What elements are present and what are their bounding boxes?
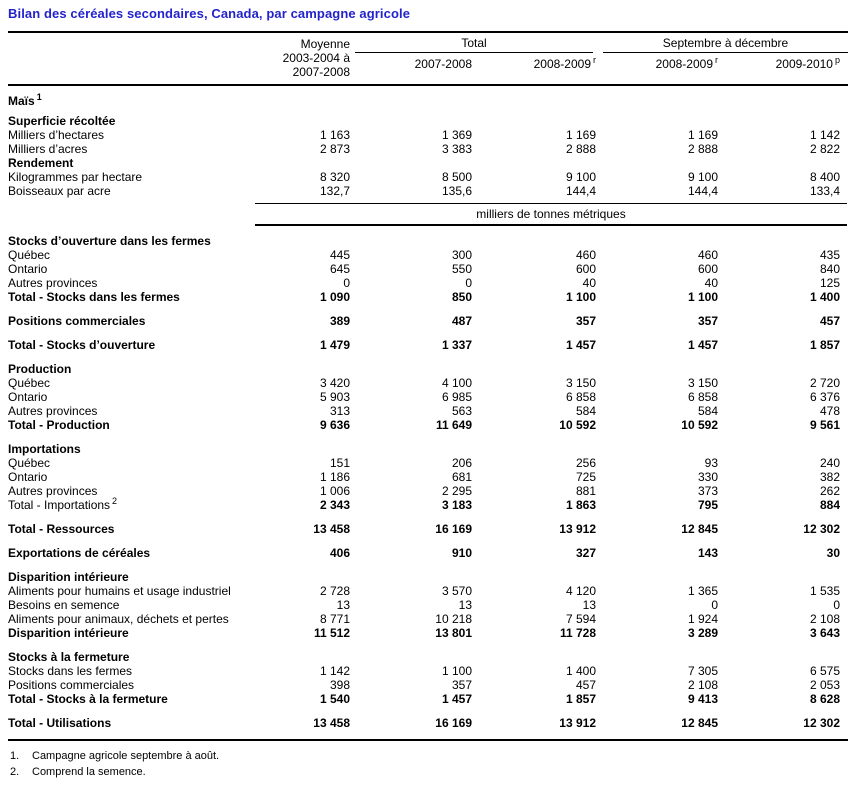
value-cell: 30 bbox=[826, 546, 840, 560]
value-cell: 13 458 bbox=[313, 716, 350, 730]
row-label: Rendement bbox=[8, 156, 74, 170]
value-cell: 0 bbox=[711, 598, 718, 612]
value-cell: 8 628 bbox=[809, 692, 840, 706]
value-cell: 313 bbox=[329, 404, 350, 418]
value-cell: 1 924 bbox=[687, 612, 718, 626]
table-row bbox=[8, 716, 848, 730]
value-cell: 457 bbox=[819, 314, 840, 328]
table-row bbox=[8, 234, 848, 248]
value-cell: 1 006 bbox=[319, 484, 350, 498]
table-header bbox=[8, 31, 848, 86]
table-row bbox=[8, 678, 848, 692]
table-row bbox=[8, 484, 848, 498]
value-cell: 478 bbox=[819, 404, 840, 418]
header-stub bbox=[8, 36, 220, 79]
table-row bbox=[8, 314, 848, 328]
value-cell: 4 100 bbox=[441, 376, 472, 390]
value-cell: 550 bbox=[451, 262, 472, 276]
table-row bbox=[8, 598, 848, 612]
value-cell: 2 888 bbox=[687, 142, 718, 156]
value-cell: 0 bbox=[465, 276, 472, 290]
value-cell: 1 863 bbox=[565, 498, 596, 512]
value-cell: 1 186 bbox=[319, 470, 350, 484]
table-row bbox=[8, 498, 848, 512]
value-cell: 6 376 bbox=[809, 390, 840, 404]
value-cell: 3 383 bbox=[441, 142, 472, 156]
value-cell: 584 bbox=[697, 404, 718, 418]
value-cell: 8 771 bbox=[319, 612, 350, 626]
units-label: milliers de tonnes métriques bbox=[255, 203, 847, 226]
table-row bbox=[8, 442, 848, 456]
table-row bbox=[8, 170, 848, 184]
value-cell: 382 bbox=[819, 470, 840, 484]
value-cell: 725 bbox=[575, 470, 596, 484]
value-cell: 645 bbox=[329, 262, 350, 276]
row-label: Aliments pour humains et usage industriel bbox=[8, 584, 231, 598]
value-cell: 300 bbox=[451, 248, 472, 262]
value-cell: 4 120 bbox=[565, 584, 596, 598]
value-cell: 11 512 bbox=[313, 626, 350, 640]
value-cell: 6 858 bbox=[687, 390, 718, 404]
value-cell: 357 bbox=[697, 314, 718, 328]
table-row bbox=[8, 376, 848, 390]
value-cell: 1 337 bbox=[441, 338, 472, 352]
value-cell: 13 bbox=[336, 598, 350, 612]
value-cell: 10 218 bbox=[435, 612, 472, 626]
value-cell: 681 bbox=[451, 470, 472, 484]
footnote-number: 2. bbox=[10, 766, 20, 778]
table-row bbox=[8, 664, 848, 678]
table-row bbox=[8, 546, 848, 560]
value-cell: 10 592 bbox=[559, 418, 596, 432]
value-cell: 600 bbox=[697, 262, 718, 276]
header-group-sept-dec bbox=[596, 36, 848, 79]
value-cell: 1 857 bbox=[809, 338, 840, 352]
table-row bbox=[8, 650, 848, 664]
value-cell: 327 bbox=[575, 546, 596, 560]
value-cell: 1 369 bbox=[441, 128, 472, 142]
value-cell: 1 457 bbox=[565, 338, 596, 352]
column-header-average bbox=[220, 36, 350, 79]
table-row bbox=[8, 404, 848, 418]
row-label: Ontario bbox=[8, 262, 48, 276]
value-cell: 330 bbox=[697, 470, 718, 484]
footnote-text: Comprend la semence. bbox=[32, 766, 146, 778]
table-row bbox=[8, 570, 848, 584]
row-label: Positions commerciales bbox=[8, 678, 135, 692]
row-label: Milliers d’hectares bbox=[8, 128, 105, 142]
value-cell: 256 bbox=[575, 456, 596, 470]
value-cell: 389 bbox=[329, 314, 350, 328]
value-cell: 13 801 bbox=[435, 626, 472, 640]
row-label: Kilogrammes par hectare bbox=[8, 170, 143, 184]
value-cell: 125 bbox=[819, 276, 840, 290]
table-row bbox=[8, 248, 848, 262]
value-cell: 12 845 bbox=[681, 716, 718, 730]
value-cell: 6 985 bbox=[441, 390, 472, 404]
value-cell: 2 108 bbox=[809, 612, 840, 626]
value-cell: 1 142 bbox=[319, 664, 350, 678]
value-cell: 40 bbox=[582, 276, 596, 290]
value-cell: 1 365 bbox=[687, 584, 718, 598]
average-line-1: Moyenne bbox=[300, 37, 350, 51]
page-title: Bilan des céréales secondaires, Canada, par campagne agricole bbox=[8, 6, 411, 21]
row-label: Besoins en semence bbox=[8, 598, 120, 612]
value-cell: 3 289 bbox=[687, 626, 718, 640]
row-label: Ontario bbox=[8, 390, 48, 404]
value-cell: 13 bbox=[458, 598, 472, 612]
row-label: Superficie récoltée bbox=[8, 114, 116, 128]
value-cell: 357 bbox=[451, 678, 472, 692]
revision-marker: r bbox=[715, 55, 718, 65]
value-cell: 1 169 bbox=[565, 128, 596, 142]
column-header-2007-2008: 2007-2008 bbox=[414, 57, 472, 71]
value-cell: 460 bbox=[697, 248, 718, 262]
row-label: Ontario bbox=[8, 470, 48, 484]
column-header-2008-2009-total: 2008-2009 $^r$ bbox=[533, 55, 596, 71]
value-cell: 16 169 bbox=[435, 522, 472, 536]
value-cell: 11 728 bbox=[559, 626, 596, 640]
value-cell: 8 400 bbox=[809, 170, 840, 184]
preliminary-marker: p bbox=[834, 55, 840, 65]
value-cell: 133,4 bbox=[809, 184, 840, 198]
footnote bbox=[8, 764, 857, 780]
value-cell: 144,4 bbox=[687, 184, 718, 198]
value-cell: 132,7 bbox=[319, 184, 350, 198]
value-cell: 93 bbox=[704, 456, 718, 470]
value-cell: 9 636 bbox=[319, 418, 350, 432]
row-label: Total - Stocks dans les fermes bbox=[8, 290, 180, 304]
value-cell: 13 912 bbox=[559, 716, 596, 730]
value-cell: 6 575 bbox=[809, 664, 840, 678]
row-label: Autres provinces bbox=[8, 276, 98, 290]
value-cell: 445 bbox=[329, 248, 350, 262]
value-cell: 9 100 bbox=[565, 170, 596, 184]
value-cell: 2 822 bbox=[809, 142, 840, 156]
value-cell: 1 540 bbox=[319, 692, 350, 706]
footnote-number: 1. bbox=[10, 750, 20, 762]
value-cell: 840 bbox=[819, 262, 840, 276]
value-cell: 1 169 bbox=[687, 128, 718, 142]
value-cell: 13 458 bbox=[313, 522, 350, 536]
value-cell: 435 bbox=[819, 248, 840, 262]
value-cell: 11 649 bbox=[435, 418, 472, 432]
value-cell: 13 912 bbox=[559, 522, 596, 536]
value-cell: 373 bbox=[697, 484, 718, 498]
value-cell: 2 728 bbox=[319, 584, 350, 598]
value-cell: 10 592 bbox=[681, 418, 718, 432]
table-row bbox=[8, 262, 848, 276]
value-cell: 795 bbox=[697, 498, 718, 512]
value-cell: 2 053 bbox=[809, 678, 840, 692]
table-row bbox=[8, 692, 848, 706]
value-cell: 3 570 bbox=[441, 584, 472, 598]
row-label: Total - Stocks à la fermeture bbox=[8, 692, 168, 706]
table-row bbox=[8, 418, 848, 432]
table-row bbox=[8, 362, 848, 376]
value-cell: 881 bbox=[575, 484, 596, 498]
value-cell: 1 479 bbox=[319, 338, 350, 352]
value-cell: 12 302 bbox=[803, 716, 840, 730]
row-label: Québec bbox=[8, 248, 51, 262]
value-cell: 135,6 bbox=[441, 184, 472, 198]
value-cell: 398 bbox=[329, 678, 350, 692]
value-cell: 3 643 bbox=[809, 626, 840, 640]
table-row bbox=[8, 338, 848, 352]
value-cell: 143 bbox=[697, 546, 718, 560]
value-cell: 1 400 bbox=[565, 664, 596, 678]
row-label: Québec bbox=[8, 456, 51, 470]
value-cell: 1 857 bbox=[565, 692, 596, 706]
value-cell: 1 100 bbox=[565, 290, 596, 304]
value-cell: 3 183 bbox=[441, 498, 472, 512]
value-cell: 1 457 bbox=[687, 338, 718, 352]
table-row bbox=[8, 184, 848, 198]
row-label: Importations bbox=[8, 442, 81, 456]
value-cell: 563 bbox=[451, 404, 472, 418]
value-cell: 600 bbox=[575, 262, 596, 276]
value-cell: 0 bbox=[343, 276, 350, 290]
value-cell: 16 169 bbox=[435, 716, 472, 730]
table-row bbox=[8, 94, 848, 108]
value-cell: 1 090 bbox=[319, 290, 350, 304]
table-row bbox=[8, 456, 848, 470]
table-row bbox=[8, 156, 848, 170]
row-label: Stocks à la fermeture bbox=[8, 650, 130, 664]
group-label-total: Total bbox=[355, 36, 593, 53]
value-cell: 7 305 bbox=[687, 664, 718, 678]
value-cell: 206 bbox=[451, 456, 472, 470]
row-label: Total - Utilisations bbox=[8, 716, 112, 730]
value-cell: 3 150 bbox=[565, 376, 596, 390]
column-header-2008-2009-septdec: 2008-2009 $^r$ bbox=[655, 55, 718, 71]
value-cell: 357 bbox=[575, 314, 596, 328]
value-cell: 406 bbox=[329, 546, 350, 560]
value-cell: 262 bbox=[819, 484, 840, 498]
average-line-3: 2007-2008 bbox=[292, 65, 350, 79]
row-label: Exportations de céréales bbox=[8, 546, 151, 560]
table-row bbox=[8, 290, 848, 304]
value-cell: 2 343 bbox=[319, 498, 350, 512]
value-cell: 1 100 bbox=[441, 664, 472, 678]
value-cell: 1 163 bbox=[319, 128, 350, 142]
value-cell: 5 903 bbox=[319, 390, 350, 404]
footnote-text: Campagne agricole septembre à août. bbox=[32, 750, 220, 762]
value-cell: 0 bbox=[833, 598, 840, 612]
row-label: Total - Stocks d’ouverture bbox=[8, 338, 156, 352]
table-row bbox=[8, 612, 848, 626]
table-row bbox=[8, 128, 848, 142]
value-cell: 2 720 bbox=[809, 376, 840, 390]
table-row bbox=[8, 584, 848, 598]
value-cell: 460 bbox=[575, 248, 596, 262]
value-cell: 240 bbox=[819, 456, 840, 470]
value-cell: 1 400 bbox=[809, 290, 840, 304]
table-row bbox=[8, 276, 848, 290]
value-cell: 457 bbox=[575, 678, 596, 692]
value-cell: 1 535 bbox=[809, 584, 840, 598]
footnote bbox=[8, 748, 857, 764]
average-line-2: 2003-2004 à bbox=[282, 51, 350, 65]
row-label: Total - Ressources bbox=[8, 522, 115, 536]
value-cell: 9 100 bbox=[687, 170, 718, 184]
header-group-total bbox=[350, 36, 596, 79]
row-label: Québec bbox=[8, 376, 51, 390]
value-cell: 8 320 bbox=[319, 170, 350, 184]
footnotes bbox=[8, 748, 857, 780]
row-label: Boisseaux par acre bbox=[8, 184, 111, 198]
footnote-marker: 2 bbox=[112, 496, 118, 506]
value-cell: 850 bbox=[451, 290, 472, 304]
row-label: Milliers d’acres bbox=[8, 142, 88, 156]
value-cell: 2 108 bbox=[687, 678, 718, 692]
value-cell: 6 858 bbox=[565, 390, 596, 404]
value-cell: 9 561 bbox=[809, 418, 840, 432]
value-cell: 584 bbox=[575, 404, 596, 418]
value-cell: 884 bbox=[819, 498, 840, 512]
statistics-table bbox=[8, 31, 848, 741]
column-header-2009-2010: 2009-2010 $^p$ bbox=[775, 55, 840, 71]
group-label-sept-dec: Septembre à décembre bbox=[603, 36, 848, 53]
row-label: Aliments pour animaux, déchets et pertes bbox=[8, 612, 229, 626]
value-cell: 3 420 bbox=[319, 376, 350, 390]
row-label: Total - Importations $^2$ bbox=[8, 496, 118, 512]
footnote-marker: 1 bbox=[36, 92, 42, 102]
table-body bbox=[8, 94, 848, 741]
value-cell: 2 295 bbox=[441, 484, 472, 498]
value-cell: 1 100 bbox=[687, 290, 718, 304]
value-cell: 144,4 bbox=[565, 184, 596, 198]
revision-marker: r bbox=[593, 55, 596, 65]
row-label: Stocks dans les fermes bbox=[8, 664, 133, 678]
row-label: Disparition intérieure bbox=[8, 626, 129, 640]
row-label: Production bbox=[8, 362, 72, 376]
row-label: Autres provinces bbox=[8, 404, 98, 418]
value-cell: 8 500 bbox=[441, 170, 472, 184]
value-cell: 910 bbox=[451, 546, 472, 560]
table-row bbox=[8, 626, 848, 640]
row-label: Autres provinces bbox=[8, 484, 98, 498]
table-row bbox=[8, 522, 848, 536]
value-cell: 3 150 bbox=[687, 376, 718, 390]
value-cell: 40 bbox=[704, 276, 718, 290]
row-label: Total - Production bbox=[8, 418, 110, 432]
value-cell: 1 457 bbox=[441, 692, 472, 706]
row-label: Stocks d’ouverture dans les fermes bbox=[8, 234, 211, 248]
row-label: Maïs $^1$ bbox=[8, 92, 42, 108]
value-cell: 151 bbox=[329, 456, 350, 470]
row-label: Positions commerciales bbox=[8, 314, 146, 328]
table-row bbox=[8, 470, 848, 484]
table-row bbox=[8, 114, 848, 128]
value-cell: 9 413 bbox=[687, 692, 718, 706]
value-cell: 2 888 bbox=[565, 142, 596, 156]
table-row bbox=[8, 142, 848, 156]
value-cell: 12 302 bbox=[803, 522, 840, 536]
value-cell: 13 bbox=[582, 598, 596, 612]
value-cell: 2 873 bbox=[319, 142, 350, 156]
table-row bbox=[8, 390, 848, 404]
row-label: Disparition intérieure bbox=[8, 570, 129, 584]
value-cell: 12 845 bbox=[681, 522, 718, 536]
value-cell: 487 bbox=[451, 314, 472, 328]
value-cell: 7 594 bbox=[565, 612, 596, 626]
value-cell: 1 142 bbox=[809, 128, 840, 142]
